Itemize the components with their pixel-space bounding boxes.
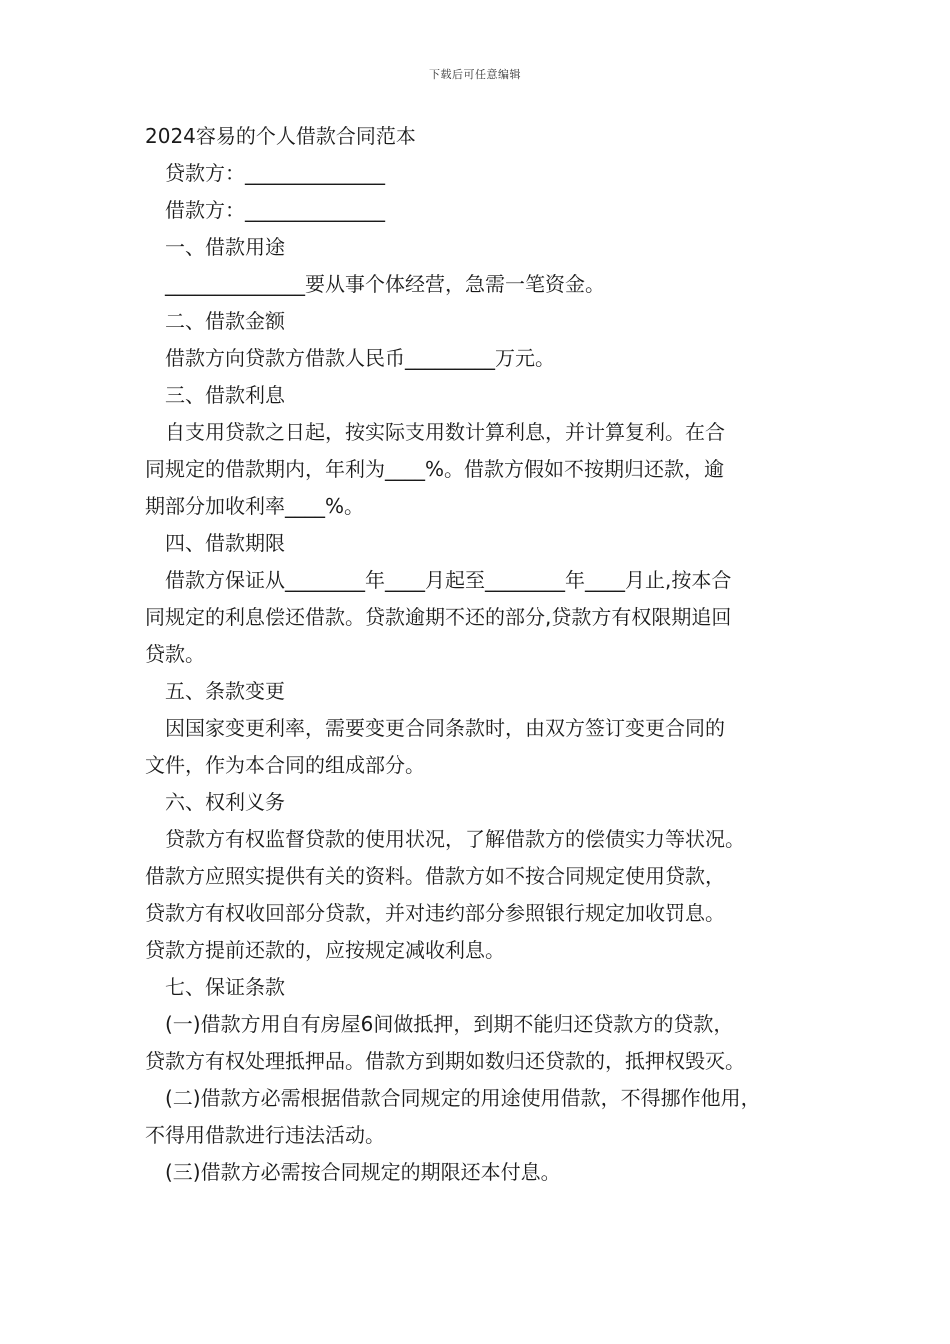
paragraph-line: (二)借款方必需根据借款合同规定的用途使用借款，不得挪作他用，: [165, 1086, 761, 1110]
paragraph-line: ______________要从事个体经营，急需一笔资金。: [165, 272, 605, 296]
paragraph-line: (一)借款方用自有房屋6间做抵押，到期不能归还贷款方的贷款，: [165, 1012, 734, 1036]
paragraph-line: (三)借款方必需按合同规定的期限还本付息。: [165, 1160, 561, 1184]
paragraph-line: 借款方应照实提供有关的资料。借款方如不按合同规定使用贷款，: [145, 864, 725, 888]
paragraph-line: 贷款方有权处理抵押品。借款方到期如数归还贷款的，抵押权毁灭。: [145, 1049, 745, 1073]
paragraph-line: 因国家变更利率，需要变更合同条款时，由双方签订变更合同的: [165, 716, 725, 740]
section-heading-amendment: 五、条款变更: [165, 679, 285, 703]
section-heading-rights: 六、权利义务: [165, 790, 285, 814]
paragraph-line: 借款方向贷款方借款人民币_________万元。: [165, 346, 555, 370]
paragraph-line: 借款方保证从________年____月起至________年____月止,按本合: [165, 568, 732, 592]
paragraph-line: 文件，作为本合同的组成部分。: [145, 753, 425, 777]
section-heading-purpose: 一、借款用途: [165, 235, 285, 259]
borrower-line: 借款方：______________: [165, 198, 385, 222]
paragraph-line: 自支用贷款之日起，按实际支用数计算利息，并计算复利。在合: [165, 420, 725, 444]
paragraph-line: 同规定的利息偿还借款。贷款逾期不还的部分,贷款方有权限期追回: [145, 605, 732, 629]
paragraph-line: 贷款方有权收回部分贷款，并对违约部分参照银行规定加收罚息。: [145, 901, 725, 925]
paragraph-line: 贷款方提前还款的，应按规定减收利息。: [145, 938, 505, 962]
paragraph-line: 贷款。: [145, 642, 205, 666]
page-header-note: 下载后可任意编辑: [429, 68, 521, 81]
paragraph-line: 贷款方有权监督贷款的使用状况，了解借款方的偿债实力等状况。: [165, 827, 745, 851]
paragraph-line: 期部分加收利率____%。: [145, 494, 365, 518]
lender-line: 贷款方：______________: [165, 161, 385, 185]
section-heading-amount: 二、借款金额: [165, 309, 285, 333]
paragraph-line: 不得用借款进行违法活动。: [145, 1123, 385, 1147]
section-heading-interest: 三、借款利息: [165, 383, 285, 407]
section-heading-guarantee: 七、保证条款: [165, 975, 285, 999]
paragraph-line: 同规定的借款期内，年利为____%。借款方假如不按期归还款，逾: [145, 457, 725, 481]
document-body: [145, 118, 815, 1191]
section-heading-term: 四、借款期限: [165, 531, 285, 555]
document-title: 2024容易的个人借款合同范本: [145, 124, 416, 148]
